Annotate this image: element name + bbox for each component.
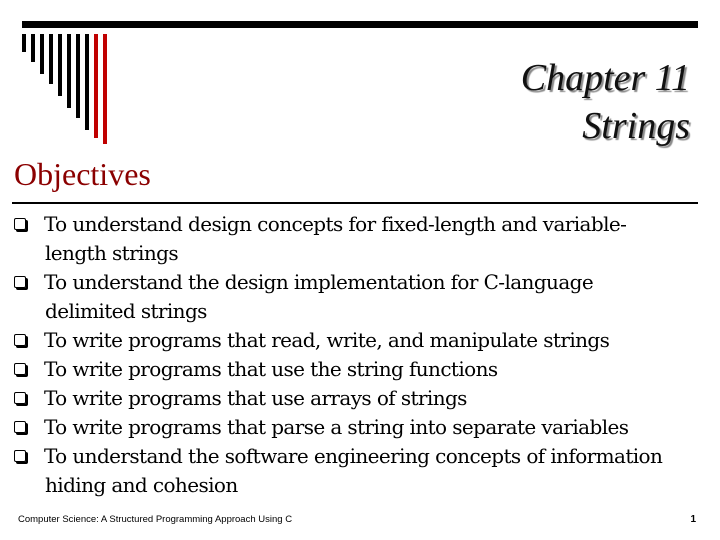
objectives-heading: Objectives xyxy=(14,156,151,192)
objective-item xyxy=(14,413,714,442)
checkbox-bullet-icon xyxy=(14,218,26,230)
checkbox-bullet-icon xyxy=(14,276,26,288)
checkbox-bullet-icon xyxy=(14,421,26,433)
objective-text: To write programs that use arrays of strings xyxy=(44,386,467,410)
footer-text: Computer Science: A Structured Programming Approach Using C xyxy=(18,514,293,525)
page-number: 1 xyxy=(690,514,696,525)
objective-item xyxy=(14,210,714,268)
chapter-title: Chapter 11 xyxy=(520,57,690,99)
checkbox-bullet-icon xyxy=(14,363,26,375)
objective-text: To write programs that read, write, and manipulate strings xyxy=(44,328,610,352)
objective-text-cont: delimited strings xyxy=(45,299,207,323)
objective-text: To write programs that parse a string into separate variables xyxy=(44,415,629,439)
checkbox-bullet-icon xyxy=(14,450,26,462)
objectives-list xyxy=(14,210,714,500)
top-rule-bar xyxy=(22,21,698,28)
barcode-decoration xyxy=(22,34,132,146)
objective-item xyxy=(14,326,714,355)
objective-item xyxy=(14,442,714,500)
chapter-subtitle: Strings xyxy=(582,105,690,147)
objective-text-cont: length strings xyxy=(45,241,178,265)
checkbox-bullet-icon xyxy=(14,392,26,404)
objective-text: To understand design concepts for fixed-length and variable- xyxy=(44,212,627,236)
objective-item xyxy=(14,384,714,413)
objective-item xyxy=(14,268,714,326)
objective-text: To understand the design implementation for C-language xyxy=(44,270,594,294)
checkbox-bullet-icon xyxy=(14,334,26,346)
objective-text-cont: hiding and cohesion xyxy=(45,473,238,497)
objective-text: To write programs that use the string functions xyxy=(44,357,498,381)
heading-divider xyxy=(12,202,698,204)
objective-text: To understand the software engineering concepts of information xyxy=(44,444,663,468)
objective-item xyxy=(14,355,714,384)
